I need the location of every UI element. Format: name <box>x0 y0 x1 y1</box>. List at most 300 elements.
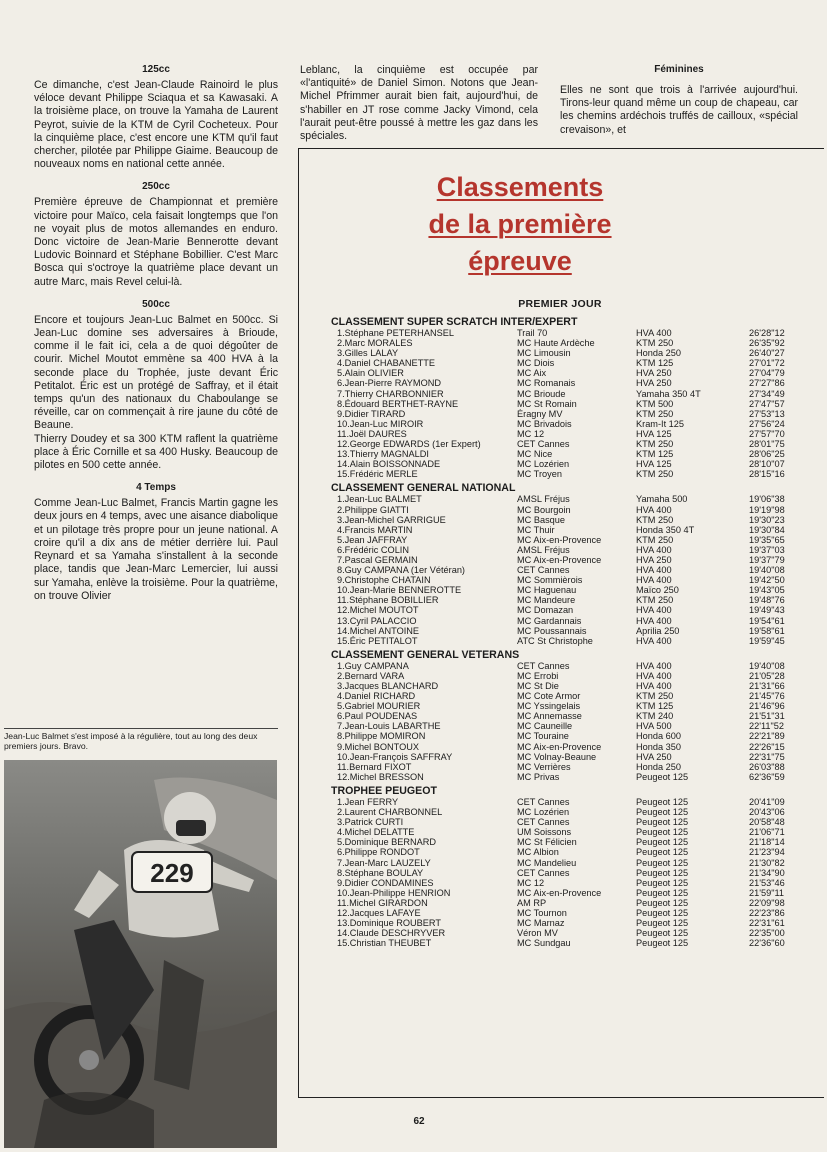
rider-bike: KTM 500 <box>636 398 674 409</box>
table-row <box>331 525 801 535</box>
rider-name: 6.Philippe RONDOT <box>337 847 420 858</box>
rider-name: 6.Frédéric COLIN <box>337 544 409 555</box>
rider-bike: KTM 250 <box>636 514 674 525</box>
table-row <box>331 807 801 817</box>
rider-name: 13.Dominique ROUBERT <box>337 918 441 929</box>
rider-club: MC Privas <box>517 771 560 782</box>
rider-name: 4.Michel DELATTE <box>337 827 415 838</box>
rider-club: MC Nice <box>517 449 553 460</box>
rider-club: AM RP <box>517 897 547 908</box>
rider-time: 19'30"84 <box>749 524 785 535</box>
rider-time: 19'48"76 <box>749 595 785 606</box>
rider-time: 28'06"25 <box>749 449 785 460</box>
rider-bike: HVA 400 <box>636 615 672 626</box>
rider-club: Véron MV <box>517 928 558 939</box>
rider-club: MC Bourgoin <box>517 504 571 515</box>
rider-name: 1.Guy CAMPANA <box>337 660 409 671</box>
rider-name: 15.Frédéric MERLE <box>337 469 418 480</box>
rider-bike: HVA 250 <box>636 378 672 389</box>
table-row <box>331 918 801 928</box>
table-row <box>331 575 801 585</box>
table-row <box>331 595 801 605</box>
table-row <box>331 535 801 545</box>
rider-time: 22'21"89 <box>749 731 785 742</box>
rider-bike: Peugeot 125 <box>636 877 689 888</box>
rider-time: 27'27"86 <box>749 378 785 389</box>
table-row <box>331 585 801 595</box>
rider-bike: HVA 400 <box>636 544 672 555</box>
rider-time: 26'40"27 <box>749 348 785 359</box>
rider-bike: HVA 500 <box>636 721 672 732</box>
rider-name: 5.Jean JAFFRAY <box>337 534 408 545</box>
paragraph-125cc: Ce dimanche, c'est Jean-Claude Rainoird le plus véloce devant Philippe Sciaqua et sa Kawasaki. A la troisième place, on trouve la Yamaha de Laurent Peyrot, suivie de la KTM de Cyril Cocheteux. Pour la cinquième place, c'est encore une KTM qu'il faut chercher, pilotée par Philippe Giaime. Beaucoup de nouveaux noms en national cette année. <box>34 79 278 171</box>
rider-bike: KTM 250 <box>636 595 674 606</box>
table-row <box>331 827 801 837</box>
rider-time: 28'01"75 <box>749 439 785 450</box>
rider-name: 14.Claude DESCHRYVER <box>337 928 446 939</box>
rider-name: 11.Stéphane BOBILLIER <box>337 595 439 606</box>
table-row <box>331 681 801 691</box>
rider-club: MC Basque <box>517 514 566 525</box>
rider-club: MC Mandelieu <box>517 857 577 868</box>
rider-bike: Peugeot 125 <box>636 918 689 929</box>
rider-bike: HVA 400 <box>636 681 672 691</box>
rider-time: 22'26"15 <box>749 741 785 752</box>
rider-club: CET Cannes <box>517 867 570 878</box>
rider-bike: KTM 240 <box>636 711 674 722</box>
rider-time: 22'31"75 <box>749 751 785 762</box>
table-row <box>331 711 801 721</box>
rider-time: 19'37"03 <box>749 544 785 555</box>
rider-bike: KTM 250 <box>636 469 674 480</box>
rider-time: 19'58"61 <box>749 625 785 636</box>
table-row <box>331 494 801 504</box>
rider-time: 21'51"31 <box>749 711 785 722</box>
rider-name: 6.Jean-Pierre RAYMOND <box>337 378 441 389</box>
results-section-title: CLASSEMENT SUPER SCRATCH INTER/EXPERT <box>331 316 578 328</box>
rider-bike: Peugeot 125 <box>636 857 689 868</box>
rider-name: 14.Alain BOISSONNADE <box>337 459 441 470</box>
rider-name: 1.Jean FERRY <box>337 796 399 807</box>
rider-bike: HVA 400 <box>636 605 672 616</box>
table-row <box>331 626 801 636</box>
rider-club: MC Cauneille <box>517 721 573 732</box>
table-row <box>331 358 801 368</box>
rider-bike: Peugeot 125 <box>636 847 689 858</box>
rider-name: 4.Daniel CHABANETTE <box>337 358 436 369</box>
rider-name: 9.Christophe CHATAIN <box>337 575 431 586</box>
table-row <box>331 545 801 555</box>
table-row <box>331 328 801 338</box>
results-title-line-3: épreuve <box>468 246 572 276</box>
rider-time: 21'59"11 <box>749 887 784 898</box>
rider-time: 21'31"66 <box>749 681 785 691</box>
rider-club: MC Romanais <box>517 378 576 389</box>
rider-time: 19'54"61 <box>749 615 785 626</box>
table-row <box>331 389 801 399</box>
rider-time: 27'57"70 <box>749 428 785 439</box>
table-row <box>331 439 801 449</box>
rider-time: 21'06"71 <box>749 827 785 838</box>
section-heading-125cc: 125cc <box>142 64 170 75</box>
rider-bike: KTM 250 <box>636 691 674 702</box>
results-section-title: TROPHEE PEUGEOT <box>331 784 437 797</box>
rider-club: MC Sommièrois <box>517 575 583 586</box>
rider-club: CET Cannes <box>517 565 570 576</box>
rider-name: 3.Jean-Michel GARRIGUE <box>337 514 446 525</box>
rider-time: 28'10"07 <box>749 459 785 470</box>
rider-club: MC Albion <box>517 847 559 858</box>
rider-club: ATC St Christophe <box>517 635 593 646</box>
rider-club: MC Touraine <box>517 731 569 742</box>
results-section-title: CLASSEMENT GENERAL NATIONAL <box>331 482 516 495</box>
rider-club: MC St Félicien <box>517 837 577 848</box>
rider-name: 5.Gabriel MOURIER <box>337 701 421 712</box>
paragraph-500cc: Encore et toujours Jean-Luc Balmet en 500cc. Si Jean-Luc domine ses adversaires à Brioude, comme il le fait ici, cela a de quoi dégoûter de courir. Michel Moutot emmène sa 400 HVA à la seconde place du Trophée, juste devant Éric Petitalot. Éric est un protégé de Saffray, et il était temps qu'un des nationaux du Chaboulange se réveille, car on commençait à rire jaune du côté de Beaune. <box>34 313 278 432</box>
rider-name: 1.Jean-Luc BALMET <box>337 494 422 505</box>
rider-time: 22'35"00 <box>749 928 785 939</box>
rider-time: 21'18"14 <box>749 837 785 848</box>
rider-club: CET Cannes <box>517 660 570 671</box>
rider-bike: Aprilia 250 <box>636 625 680 636</box>
rider-club: MC Errobi <box>517 670 559 681</box>
rider-time: 19'30"23 <box>749 514 785 525</box>
middle-column-top <box>300 64 538 143</box>
rider-time: 19'37"79 <box>749 554 785 565</box>
section-heading-4-temps: 4 Temps <box>136 482 176 494</box>
rider-name: 11.Bernard FIXOT <box>337 761 412 772</box>
rider-name: 7.Pascal GERMAIN <box>337 554 418 565</box>
rider-name: 6.Paul POUDENAS <box>337 711 418 722</box>
rider-time: 27'34"49 <box>749 388 785 399</box>
rider-name: 9.Didier TIRARD <box>337 408 406 419</box>
rider-bike: KTM 250 <box>636 338 674 349</box>
rider-club: CET Cannes <box>517 796 570 807</box>
table-row <box>331 797 801 807</box>
rider-time: 27'56"24 <box>749 418 785 429</box>
left-column <box>34 64 278 603</box>
rider-name: 4.Daniel RICHARD <box>337 691 416 702</box>
rider-club: MC Haute Ardèche <box>517 338 595 349</box>
rider-club: MC 12 <box>517 877 545 888</box>
rider-club: MC Marnaz <box>517 918 565 929</box>
rider-bike: HVA 400 <box>636 328 672 338</box>
rider-bike: KTM 125 <box>636 701 674 712</box>
table-row <box>331 847 801 857</box>
rider-club: AMSL Fréjus <box>517 544 570 555</box>
rider-club: MC Thuir <box>517 524 555 535</box>
rider-time: 21'34"90 <box>749 867 785 878</box>
rider-bike: Peugeot 125 <box>636 938 689 949</box>
table-row <box>331 837 801 847</box>
rider-time: 26'03"88 <box>749 761 785 772</box>
rider-club: MC Aix-en-Provence <box>517 534 602 545</box>
table-row <box>331 762 801 772</box>
rider-name: 2.Bernard VARA <box>337 670 405 681</box>
rider-name: 3.Patrick CURTI <box>337 817 404 828</box>
rider-club: MC Annemasse <box>517 711 582 722</box>
rider-name: 7.Jean-Louis LABARTHE <box>337 721 441 732</box>
rider-bike: Peugeot 125 <box>636 837 689 848</box>
plate-number: 229 <box>150 858 194 888</box>
right-column-top <box>560 64 798 137</box>
rider-bike: KTM 250 <box>636 534 674 545</box>
rider-bike: Peugeot 125 <box>636 817 689 828</box>
rider-time: 22'31"61 <box>749 918 785 929</box>
rider-name: 8.Stéphane BOULAY <box>337 867 424 878</box>
table-row <box>331 399 801 409</box>
rider-name: 12.Jacques LAFAYE <box>337 907 421 918</box>
rider-bike: HVA 250 <box>636 554 672 565</box>
rider-time: 19'40"08 <box>749 660 785 671</box>
rider-club: MC Gardannais <box>517 615 582 626</box>
rider-time: 19'19"98 <box>749 504 785 515</box>
rider-time: 19'35"65 <box>749 534 785 545</box>
table-row <box>331 888 801 898</box>
rider-bike: HVA 400 <box>636 635 672 646</box>
rider-name: 15.Christian THEUBET <box>337 938 432 949</box>
rider-time: 21'30"82 <box>749 857 785 868</box>
rider-bike: Honda 350 <box>636 741 681 752</box>
rider-bike: Honda 350 4T <box>636 524 695 535</box>
rider-time: 27'01"72 <box>749 358 785 369</box>
table-row <box>331 938 801 948</box>
table-row <box>331 378 801 388</box>
table-row <box>331 928 801 938</box>
rider-time: 22'36"60 <box>749 938 785 949</box>
rider-time: 19'42"50 <box>749 575 785 586</box>
rider-time: 20'58"48 <box>749 817 785 828</box>
rider-name: 10.Jean-Philippe HENRION <box>337 887 451 898</box>
table-row <box>331 661 801 671</box>
results-title-line-1: Classements <box>436 172 604 202</box>
table-row <box>331 908 801 918</box>
table-row <box>331 858 801 868</box>
section-heading-feminines: Féminines <box>654 64 704 75</box>
rider-time: 19'40"08 <box>749 565 785 576</box>
rider-club: MC Cote Armor <box>517 691 581 702</box>
rider-name: 3.Jacques BLANCHARD <box>337 681 439 691</box>
rider-bike: Peugeot 125 <box>636 928 689 939</box>
results-title-line-2: de la première <box>428 209 612 239</box>
rider-time: 26'28"12 <box>749 328 785 338</box>
rider-name: 12.Michel BRESSON <box>337 771 424 782</box>
table-row <box>331 817 801 827</box>
rider-time: 62'36"59 <box>749 771 785 782</box>
rider-bike: HVA 400 <box>636 504 672 515</box>
rider-bike: Yamaha 500 <box>636 494 688 505</box>
table-row <box>331 505 801 515</box>
table-row <box>331 721 801 731</box>
rider-name: 5.Dominique BERNARD <box>337 837 437 848</box>
rider-time: 19'43"05 <box>749 585 785 596</box>
rider-club: Ėragny MV <box>517 408 563 419</box>
rider-time: 19'59"45 <box>749 635 785 646</box>
rider-club: MC Aix-en-Provence <box>517 554 602 565</box>
rider-bike: HVA 125 <box>636 428 672 439</box>
section-heading-250cc: 250cc <box>142 181 170 193</box>
rider-club: MC Limousin <box>517 348 571 359</box>
rider-club: MC Brivadois <box>517 418 572 429</box>
rider-time: 27'47"57 <box>749 398 785 409</box>
rider-time: 20'41"09 <box>749 796 785 807</box>
rider-time: 19'49"43 <box>749 605 785 616</box>
table-row <box>331 515 801 525</box>
rider-name: 10.Jean-François SAFFRAY <box>337 751 453 762</box>
rider-club: MC Troyen <box>517 469 562 480</box>
rider-club: MC Haguenau <box>517 585 577 596</box>
rider-name: 11.Michel GIRARDON <box>337 897 428 908</box>
rider-time: 19'06"38 <box>749 494 785 505</box>
table-row <box>331 555 801 565</box>
rider-club: MC Tournon <box>517 907 567 918</box>
paragraph-4-temps: Comme Jean-Luc Balmet, Francis Martin gagne les deux jours en 4 temps, avec une aisance diabolique et un pilotage très propre pour un jeune national. A croire qu'il a dix ans de métier derrière lui. Paul Reynard et sa Yamaha s'installent à la seconde place, tandis que Jean-Marc Lemercier, lui aussi sur Yamaha, enlève la troisième. Pour la quatrième, on trouve Olivier <box>34 497 278 602</box>
rider-bike: Peugeot 125 <box>636 887 689 898</box>
rider-bike: KTM 250 <box>636 408 674 419</box>
table-row <box>331 419 801 429</box>
page-number: 62 <box>413 1116 425 1127</box>
rider-club: MC Yssingelais <box>517 701 581 712</box>
rider-bike: HVA 400 <box>636 565 672 576</box>
rider-photo <box>4 760 277 1148</box>
table-row <box>331 701 801 711</box>
rider-bike: HVA 250 <box>636 751 672 762</box>
rider-name: 13.Thierry MAGNALDI <box>337 449 429 460</box>
rider-club: MC Verrières <box>517 761 571 772</box>
rider-time: 22'09"98 <box>749 897 785 908</box>
table-row <box>331 459 801 469</box>
rider-club: MC Poussannais <box>517 625 587 636</box>
paragraph-500cc-2: Thierry Doudey et sa 300 KTM raflent la quatrième place à Éric Cornille et sa 400 Husky. Beaucoup de pilotes en 500 cette année. <box>34 432 278 472</box>
paragraph-continuation: Leblanc, la cinquième est occupée par «l'antiquité» de Daniel Simon. Notons que Jean-Michel Pfrimmer aurait bien fait, aujourd'hui, de s'habiller en JT rose comme Jacky Vimond, cela l'aurait peut-être poussé à mettre les gaz dans les spéciales. <box>300 64 538 143</box>
rider-name: 8.Édouard BERTHET-RAYNE <box>337 398 459 409</box>
results-section-title: CLASSEMENT GENERAL VETERANS <box>331 648 520 661</box>
rider-time: 21'46"96 <box>749 701 785 712</box>
rider-bike: KTM 125 <box>636 449 674 460</box>
rider-bike: Maïco 250 <box>636 585 679 596</box>
rider-club: MC Lozérien <box>517 459 570 470</box>
table-row <box>331 878 801 888</box>
rider-name: 11.Joël DAURES <box>337 428 407 439</box>
rider-name: 8.Philippe MOMIRON <box>337 731 426 742</box>
rider-club: CET Cannes <box>517 439 570 450</box>
results-tables <box>331 316 801 948</box>
rider-bike: Kram-It 125 <box>636 418 684 429</box>
rider-time: 21'53"46 <box>749 877 785 888</box>
rider-bike: KTM 250 <box>636 439 674 450</box>
table-row <box>331 429 801 439</box>
rider-club: Trail 70 <box>517 328 548 338</box>
rider-name: 1.Stéphane PETERHANSEL <box>337 328 454 338</box>
paragraph-feminines: Elles ne sont que trois à l'arrivée aujourd'hui. Tirons-leur quand même un coup de chapeau, car les chemins ardéchois truffés de cailloux, «spécial crevaison», et <box>560 84 798 136</box>
rider-club: MC Aix-en-Provence <box>517 741 602 752</box>
rider-club: MC St Die <box>517 681 559 691</box>
rider-name: 13.Cyril PALACCIO <box>337 615 417 626</box>
rider-bike: Peugeot 125 <box>636 867 689 878</box>
table-row <box>331 691 801 701</box>
table-row <box>331 636 801 646</box>
photo-caption: Jean-Luc Balmet s'est imposé à la régulière, tout au long des deux premiers jours. Bravo. <box>4 728 278 752</box>
rider-name: 10.Jean-Luc MIROIR <box>337 418 424 429</box>
table-row <box>331 616 801 626</box>
rider-name: 3.Gilles LALAY <box>337 348 399 359</box>
rider-name: 12.Michel MOUTOT <box>337 605 419 616</box>
table-row <box>331 338 801 348</box>
rider-club: MC Mandeure <box>517 595 576 606</box>
rider-bike: HVA 250 <box>636 368 672 379</box>
rider-time: 21'45"76 <box>749 691 785 702</box>
rider-time: 27'53"13 <box>749 408 785 419</box>
table-row <box>331 368 801 378</box>
table-row <box>331 348 801 358</box>
rider-bike: Honda 600 <box>636 731 681 742</box>
rider-time: 26'35"92 <box>749 338 785 349</box>
rider-bike: Peugeot 125 <box>636 796 689 807</box>
rider-bike: Peugeot 125 <box>636 907 689 918</box>
rider-name: 2.Laurent CHARBONNEL <box>337 807 443 818</box>
rider-bike: Yamaha 350 4T <box>636 388 701 399</box>
rider-bike: Honda 250 <box>636 348 681 359</box>
rider-club: MC St Romain <box>517 398 577 409</box>
rider-name: 4.Francis MARTIN <box>337 524 413 535</box>
table-row <box>331 868 801 878</box>
rider-time: 22'11"52 <box>749 721 784 732</box>
table-row <box>331 772 801 782</box>
rider-club: MC Volnay-Beaune <box>517 751 597 762</box>
paragraph-250cc: Première épreuve de Championnat et première victoire pour Maïco, cela faisait longtemps que l'on ne voyait plus de motos allemandes en enduro. Donc victoire de Jean-Marie Bennerotte devant Ludovic Boinnard et Stéphane Bobillier. C'est Marc Bosca qui s'octroye la quatrième place devant un autre Marc, mais Revel celui-là. <box>34 196 278 288</box>
rider-time: 28'15"16 <box>749 469 785 480</box>
section-heading-500cc: 500cc <box>142 298 170 310</box>
table-row <box>331 742 801 752</box>
table-row <box>331 752 801 762</box>
rider-bike: HVA 400 <box>636 575 672 586</box>
day-heading: PREMIER JOUR <box>518 298 602 310</box>
rider-time: 21'23"94 <box>749 847 785 858</box>
rider-name: 8.Guy CAMPANA (1er Vétéran) <box>337 565 465 576</box>
rider-name: 15.Éric PETITALOT <box>337 635 418 646</box>
rider-bike: KTM 125 <box>636 358 674 369</box>
rider-name: 10.Jean-Marie BENNEROTTE <box>337 585 462 596</box>
table-row <box>331 731 801 741</box>
rider-name: 12.George EDWARDS (1er Expert) <box>337 439 481 450</box>
rider-name: 14.Michel ANTOINE <box>337 625 420 636</box>
table-row <box>331 449 801 459</box>
rider-name: 9.Didier CONDAMINES <box>337 877 434 888</box>
table-row <box>331 409 801 419</box>
rider-club: MC Aix-en-Provence <box>517 887 602 898</box>
rider-club: AMSL Fréjus <box>517 494 570 505</box>
rider-name: 2.Philippe GIATTI <box>337 504 409 515</box>
rider-bike: Peugeot 125 <box>636 827 689 838</box>
rider-club: MC Diois <box>517 358 555 369</box>
rider-time: 22'23"86 <box>749 907 785 918</box>
rider-time: 21'05"28 <box>749 670 785 681</box>
rider-time: 27'04"79 <box>749 368 785 379</box>
rider-bike: HVA 400 <box>636 670 672 681</box>
rider-club: UM Soissons <box>517 827 572 838</box>
rider-club: MC Aix <box>517 368 547 379</box>
rider-bike: HVA 125 <box>636 459 672 470</box>
rider-time: 20'43"06 <box>749 807 785 818</box>
rider-club: MC Brioude <box>517 388 566 399</box>
rider-bike: HVA 400 <box>636 660 672 671</box>
table-row <box>331 898 801 908</box>
rider-name: 9.Michel BONTOUX <box>337 741 420 752</box>
rider-club: MC Domazan <box>517 605 574 616</box>
rider-name: 7.Jean-Marc LAUZELY <box>337 857 431 868</box>
table-row <box>331 605 801 615</box>
rider-bike: Peugeot 125 <box>636 771 689 782</box>
